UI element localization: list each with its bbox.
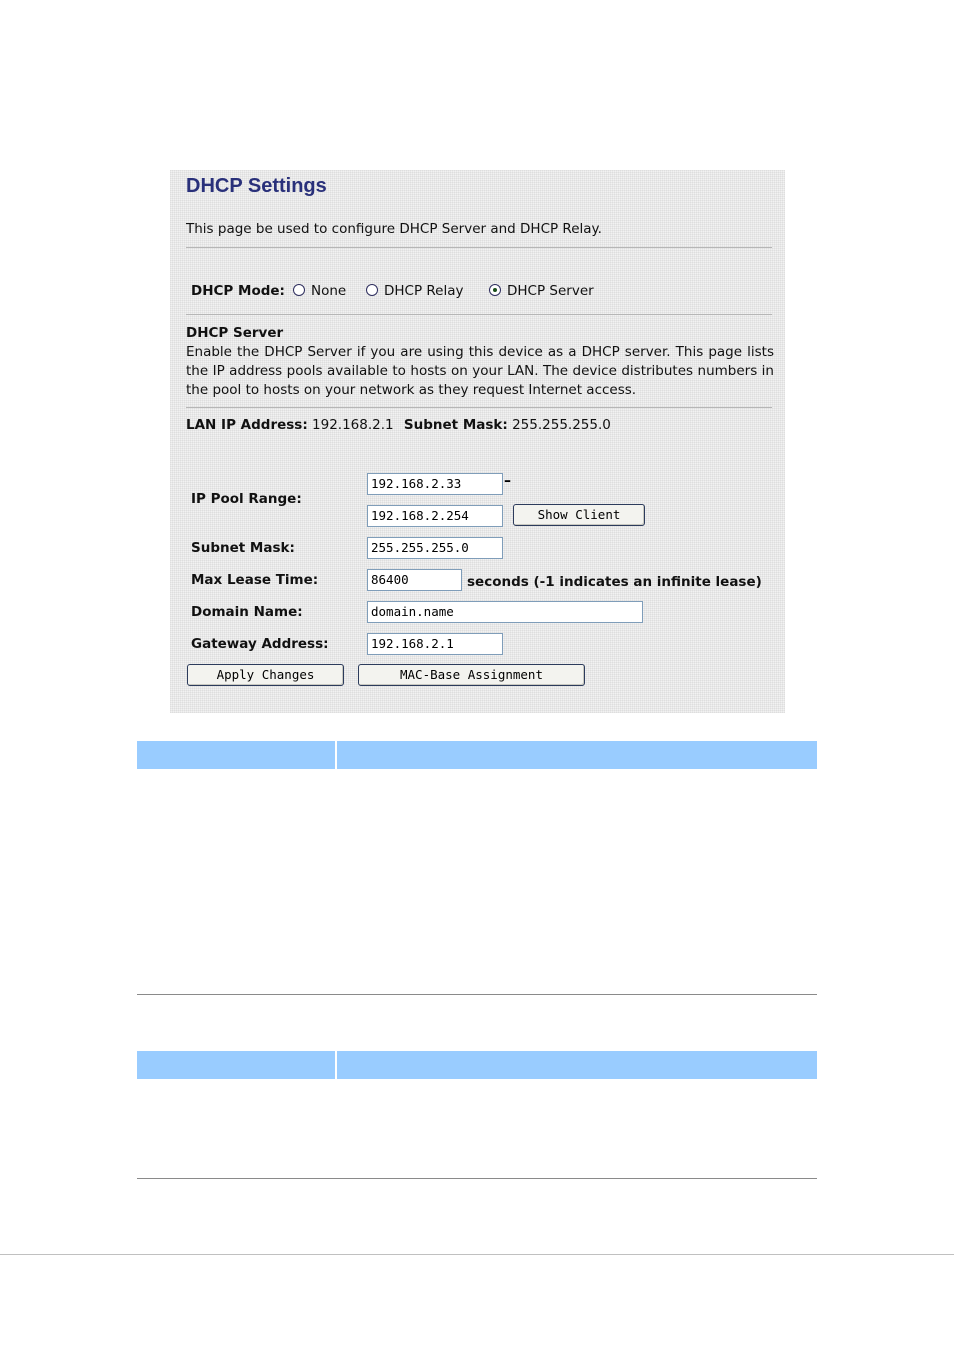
table2-header-cell-1 <box>137 1051 335 1079</box>
lan-ip-label: LAN IP Address: <box>186 417 308 433</box>
apply-changes-button[interactable]: Apply Changes <box>187 664 344 686</box>
table1-header-cell-2 <box>337 741 817 769</box>
mac-base-assignment-button[interactable]: MAC-Base Assignment <box>358 664 585 686</box>
max-lease-input[interactable]: 86400 <box>367 569 462 591</box>
radio-dhcp-relay[interactable] <box>366 284 378 296</box>
lan-mask-value: 255.255.255.0 <box>512 417 611 433</box>
lan-mask-label: Subnet Mask: <box>403 417 508 433</box>
divider <box>186 247 772 248</box>
divider <box>186 407 772 408</box>
ip-pool-start-input[interactable]: 192.168.2.33 <box>367 473 503 495</box>
gateway-address-input[interactable]: 192.168.2.1 <box>367 633 503 655</box>
radio-dhcp-relay-label[interactable]: DHCP Relay <box>384 283 464 299</box>
table2-bottom-rule <box>137 1178 817 1179</box>
gateway-address-label: Gateway Address: <box>191 636 329 652</box>
ip-pool-end-input[interactable]: 192.168.2.254 <box>367 505 503 527</box>
page-description: This page be used to configure DHCP Server and DHCP Relay. <box>186 221 602 237</box>
radio-none[interactable] <box>293 284 305 296</box>
domain-name-label: Domain Name: <box>191 604 303 620</box>
dhcp-server-heading: DHCP Server <box>186 325 284 341</box>
dhcp-mode-label: DHCP Mode: <box>191 283 285 299</box>
ip-pool-dash: – <box>504 473 511 489</box>
subnet-mask-label: Subnet Mask: <box>191 540 295 556</box>
table1-bottom-rule <box>137 994 817 995</box>
table1-header-cell-1 <box>137 741 335 769</box>
max-lease-label: Max Lease Time: <box>191 572 319 588</box>
lan-info <box>186 417 611 433</box>
show-client-button[interactable]: Show Client <box>513 504 645 526</box>
radio-dhcp-server[interactable] <box>489 284 501 296</box>
ip-pool-label: IP Pool Range: <box>191 491 302 507</box>
max-lease-note: seconds (-1 indicates an infinite lease) <box>467 574 762 590</box>
divider <box>186 314 772 315</box>
dhcp-settings-panel <box>170 170 785 713</box>
page-footer-rule <box>0 1254 954 1255</box>
subnet-mask-input[interactable]: 255.255.255.0 <box>367 537 503 559</box>
radio-none-label[interactable]: None <box>311 283 347 299</box>
page-title: DHCP Settings <box>186 175 327 197</box>
table2-header-cell-2 <box>337 1051 817 1079</box>
dhcp-server-description: Enable the DHCP Server if you are using this device as a DHCP server. This page lists the IP address pools available to hosts on your LAN. The device distributes numbers in the pool to hosts on your network as they request Internet access. <box>186 344 774 398</box>
radio-dhcp-server-label[interactable]: DHCP Server <box>507 283 594 299</box>
lan-ip-value: 192.168.2.1 <box>312 417 394 433</box>
domain-name-input[interactable]: domain.name <box>367 601 643 623</box>
